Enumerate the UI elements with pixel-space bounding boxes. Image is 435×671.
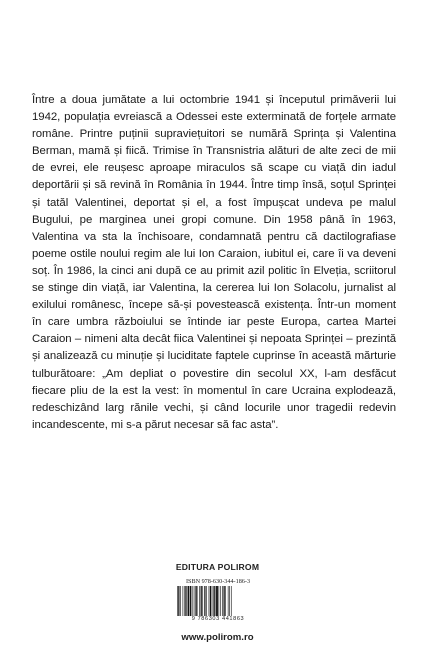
- publisher-website: www.polirom.ro: [181, 632, 254, 643]
- publisher-name: EDITURA POLIROM: [175, 562, 260, 572]
- barcode-number: 9 786303 441863: [191, 616, 245, 622]
- back-cover-blurb: [32, 92, 396, 434]
- isbn-label: ISBN 978-630-344-186-3: [185, 578, 251, 585]
- isbn-barcode-block: [172, 578, 264, 626]
- blurb-text: Între a doua jumătate a lui octombrie 1941 și începutul primăverii lui 1942, populația evreiască a Odessei este exterminată de forțele armate române. Printre puținii supraviețuitori se numără Sprința și Valentina Berman, mamă și fiică. Trimise în Transnistria alături de alte zeci de mii de evrei, ele reușesc aproape miraculos să scape cu viață din iadul deportării și să revină în România în 1944. Între timp însă, soțul Sprinței și tatăl Valentinei, deportat și el, a fost împușcat undeva pe malul Bugului, pe marginea unei gropi comune. Din 1958 până în 1963, Valentina va sta la închisoare, condamnată pentru că dactilografiase poeme ostile noului regim ale lui Ion Caraion, iubitul ei, care îi va deveni soț. În 1986, la cinci ani după ce au primit azil politic în Elveția, scriitorul se stinge din viață, iar Valentina, la cererea lui Ion Solacolu, jurnalist al exilului românesc, începe să-și povestească existența. Într-un moment în care umbra războiului se întinde iar peste Europa, cartea Martei Caraion – nimeni alta decât fiica Valentinei și nepoata Sprinței – prezintă și analizează cu minuție și luciditate faptele cuprinse în această mărturie tulburătoare: „Am depliat o povestire din secolul XX, l-am desfăcut fiecare pliu de la est la vest: în momentul în care Ucraina explodează, redeschizând larg rănile vechi, și când locurile unor tragedii redevin incandescente, mi s-a părut necesar să fac asta”.: [32, 94, 396, 431]
- barcode-icon: [176, 586, 260, 616]
